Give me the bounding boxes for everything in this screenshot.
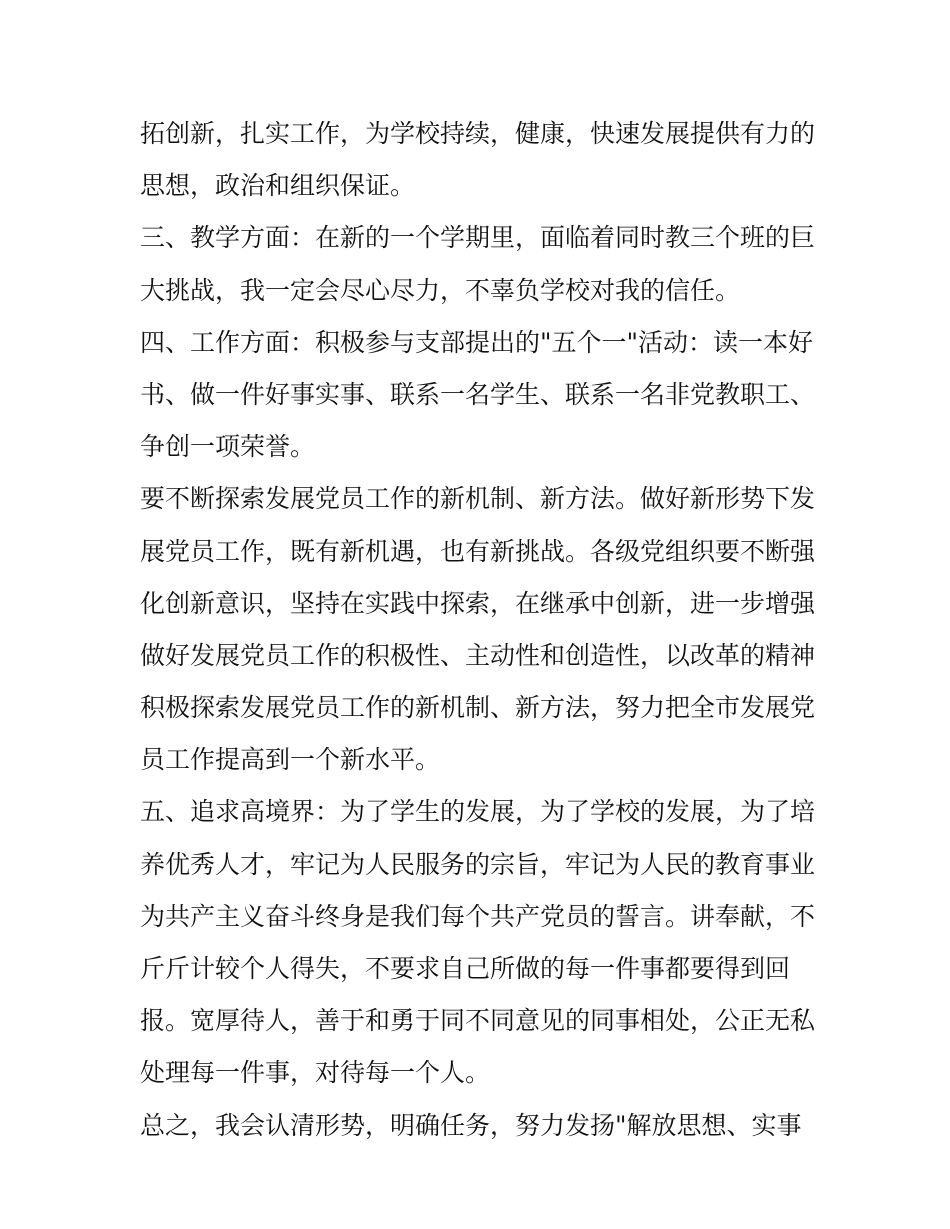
body-text: [140, 108, 820, 1152]
text-line: 斤斤计较个人得失，不要求自己所做的每一件事都要得到回: [140, 954, 791, 983]
text-line: 员工作提高到一个新水平。: [140, 745, 441, 775]
text-line: 养优秀人才，牢记为人民服务的宗旨，牢记为人民的教育事业: [140, 849, 816, 879]
text-line: 三、教学方面：在新的一个学期里，面临着同时教三个班的巨: [140, 223, 816, 253]
text-line: 拓创新，扎实工作，为学校持续，健康，快速发展提供有力的: [140, 119, 816, 148]
text-line: 处理每一件事，对待每一个人。: [140, 1058, 491, 1088]
text-line: 四、工作方面：积极参与支部提出的"五个一"活动：读一本好: [140, 327, 814, 357]
text-line: 积极探索发展党员工作的新机制、新方法，努力把全市发展党: [140, 693, 816, 723]
text-line: 要不断探索发展党员工作的新机制、新方法。做好新形势下发: [140, 484, 816, 514]
text-line: 展党员工作，既有新机遇，也有新挑战。各级党组织要不断强: [140, 536, 816, 566]
text-line: 总之，我会认清形势，明确任务，努力发扬"解放思想、实事: [140, 1110, 802, 1140]
text-line: 为共产主义奋斗终身是我们每个共产党员的誓言。讲奉献，不: [140, 901, 816, 931]
text-line: 五、追求高境界：为了学生的发展，为了学校的发展，为了培: [140, 797, 816, 827]
text-line: 思想，政治和组织保证。: [140, 171, 416, 201]
text-line: 大挑战，我一定会尽心尽力，不辜负学校对我的信任。: [140, 275, 741, 305]
text-line: 做好发展党员工作的积极性、主动性和创造性，以改革的精神: [140, 640, 816, 670]
text-line: 化创新意识，坚持在实践中探索，在继承中创新，进一步增强: [140, 588, 816, 618]
text-line: 争创一项荣誉。: [140, 432, 316, 462]
text-line: 书、做一件好事实事、联系一名学生、联系一名非党教职工、: [140, 379, 816, 409]
text-line: 报。宽厚待人，善于和勇于同不同意见的同事相处，公正无私: [140, 1006, 816, 1036]
